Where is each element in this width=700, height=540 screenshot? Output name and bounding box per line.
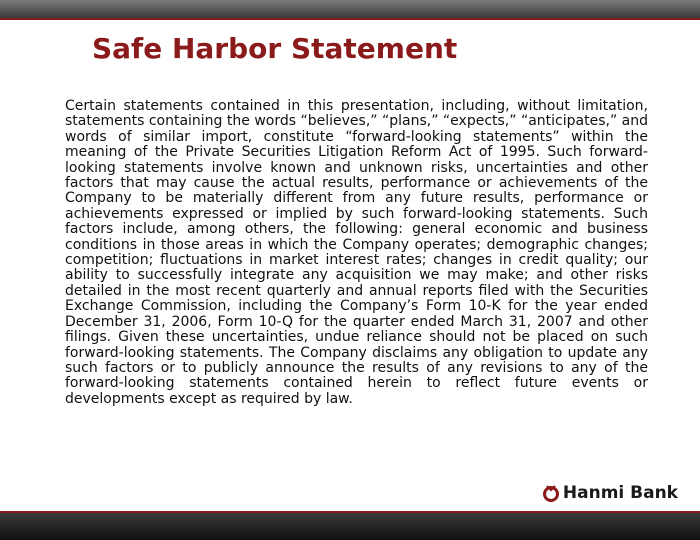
top-header-bar xyxy=(0,0,700,18)
bottom-footer-bar xyxy=(0,513,700,540)
hanmi-emblem-icon xyxy=(542,484,560,502)
hanmi-bank-logo xyxy=(542,483,678,503)
logo-wordmark: Hanmi Bank xyxy=(562,483,678,503)
slide-title: Safe Harbor Statement xyxy=(92,32,458,65)
top-accent-rule xyxy=(0,18,700,20)
safe-harbor-body: Certain statements contained in this presentation, including, without limitation, statements containing the words “believes,” “plans,” “expects,” “anticipates,” and words of similar import, constitute “forward-looking statements” within the meaning of the Private Securities Litigation Reform Act of 1995. Such forward-looking statements involve known and unknown risks, uncertainties and other factors that may cause the actual results, performance or achievements of the Company to be materially different from any future results, performance or achievements expressed or implied by such forward-looking statements. Such factors include, among others, the following: general economic and business conditions in those areas in which the Company operates; demographic changes; competition; fluctuations in market interest rates; changes in credit quality; our ability to successfully integrate any acquisition we may make; and other risks detailed in the most recent quarterly and annual reports filed with the Securities Exchange Commission, including the Company’s Form 10-K for the year ended December 31, 2006, Form 10-Q for the quarter ended March 31, 2007 and other filings. Given these uncertainties, undue reliance should not be placed on such forward-looking statements. The Company disclaims any obligation to update any such factors or to publicly announce the results of any revisions to any of the forward-looking statements contained herein to reflect future events or developments except as required by law. xyxy=(65,98,648,407)
